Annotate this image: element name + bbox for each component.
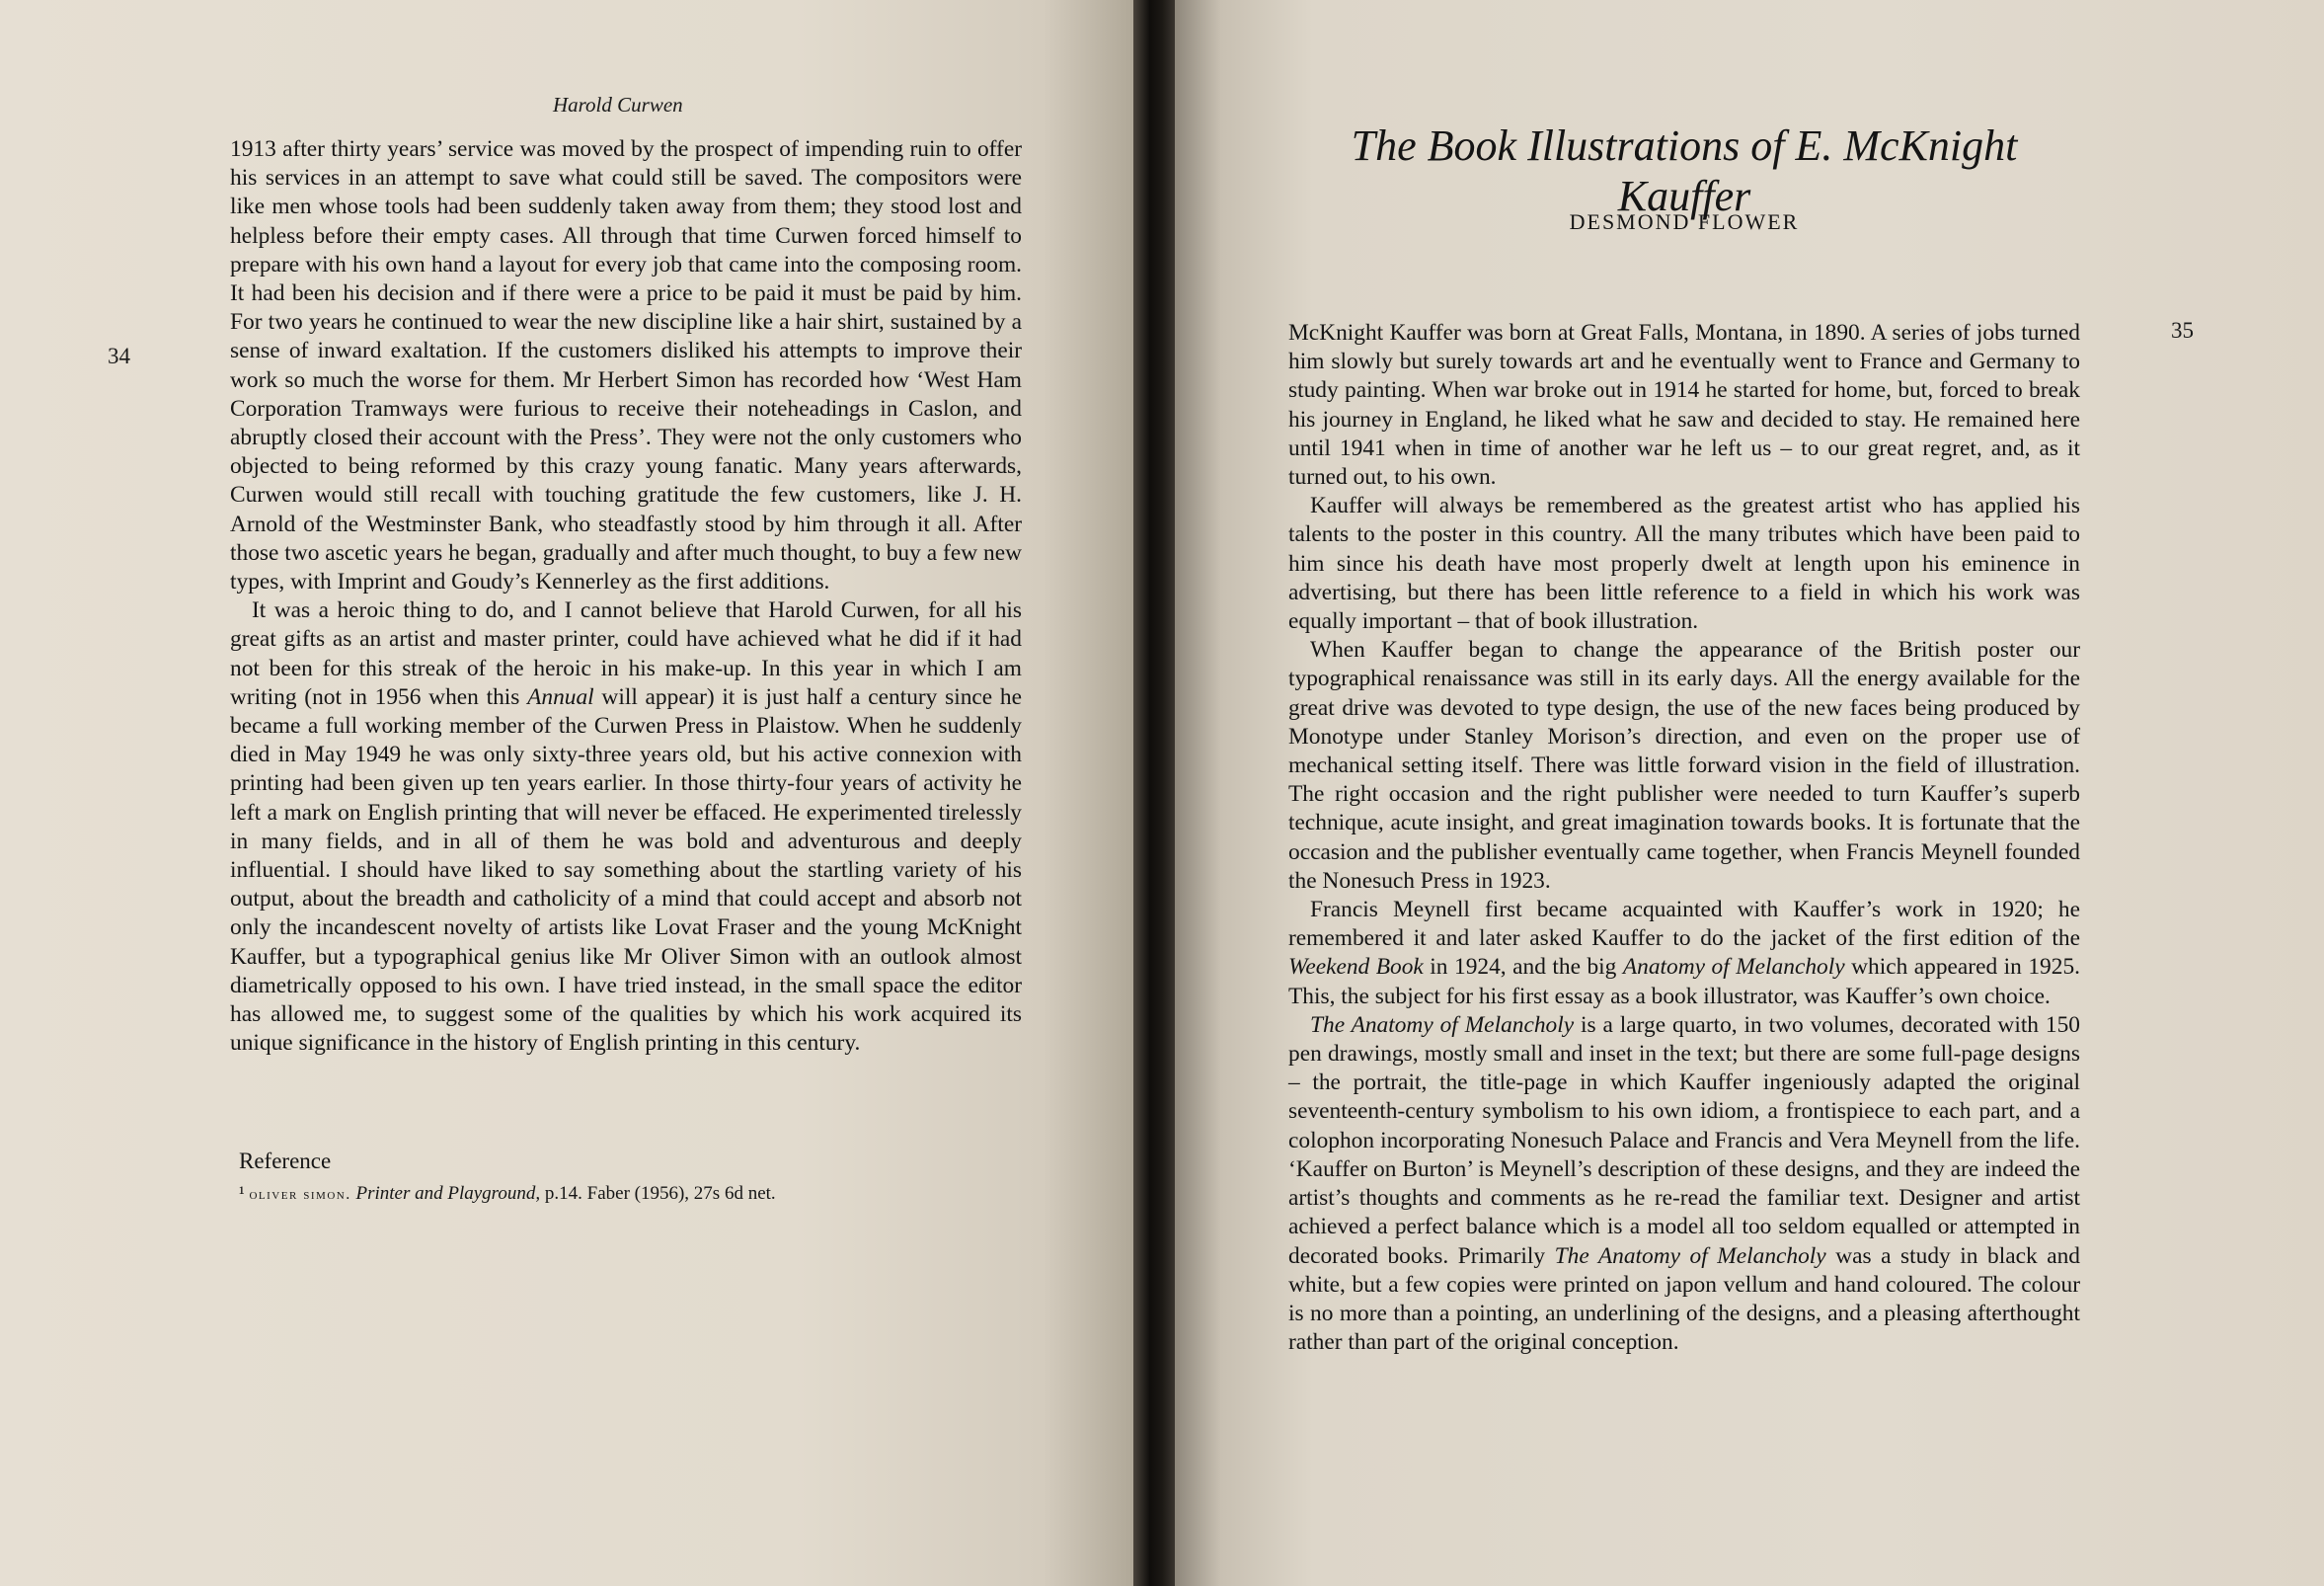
right-paragraph-2: Kauffer will always be remembered as the greatest artist who has applied his talents to the poster in this country. All the many tributes which have been paid to him since his death have most properly dwelt at length upon his eminence in advertising, but there has been little reference to a field in which his work was equally important – that of book illustration. [1288, 493, 2080, 635]
footnote-author: oliver simon. [249, 1186, 351, 1203]
footnote-title: Printer and Playground, [355, 1183, 541, 1204]
text-run: which appeared in 1925. This, the subject for his first essay as a book illustrator, was Kauffer’s own choice. [1288, 954, 2080, 1009]
reference-heading: Reference [239, 1149, 332, 1173]
text-run: will appear) it is just half a century since he became a full working member of the Curwen Press in Plaistow. When he suddenly died in May 1949 he was only sixty-three years old, but his active connexion with printing had been given up ten years earlier. In those thirty-four years of activity he left a mark on English printing that will never be effaced. He experimented tirelessly in many fields, and in all of them he was bold and adventurous and deeply influential. I should have liked to say something about the startling variety of his output, about the breadth and catholicity of a mind that could accept and absorb not only the incandescent novelty of artists like Lovat Fraser and the young McKnight Kauffer, but a typographical genius like Mr Oliver Simon with an outlook almost diametrically opposed to his own. I have tried instead, in the small space the editor has allowed me, to suggest some of the qualities by which his work acquired its unique significance in the history of English printing in this century. [230, 683, 1022, 1057]
text-run: It was a heroic thing to do, and I cannot believe that Harold Curwen, for all his great gifts as an artist and master printer, could have achieved what he did if it had not been for this streak of the heroic in his make-up. In this year in which I am writing (not in 1956 when this [230, 597, 1022, 710]
text-run: in 1924, and the big [1423, 954, 1623, 981]
text-run: was a study in black and white, but a few copies were printed on japon vellum and hand coloured. The colour is no more than a pointing, an underlining of the designs, and a pleasing afterthought rather than part of the original conception. [1288, 1242, 2080, 1356]
article-title: The Book Illustrations of E. McKnight Kauffer [1351, 121, 2018, 220]
footnote [239, 1183, 1029, 1205]
right-paragraph-3: When Kauffer began to change the appearance of the British poster our typographical renaissance was still in its early days. All the energy available for the great drive was devoted to type design, the use of the new faces being produced by Monotype under Stanley Morison’s direction, and even on the proper use of mechanical setting itself. There was little forward vision in the field of illustration. The right occasion and the right publisher were needed to turn Kauffer’s superb technique, acute insight, and great imagination towards books. It is fortunate that the occasion and the publisher eventually came together, when Francis Meynell founded the Nonesuch Press in 1923. [1288, 637, 2080, 894]
book-gutter [1133, 0, 1175, 1586]
page-number-left: 34 [108, 344, 130, 368]
annual-italic: Annual [527, 683, 594, 710]
footnote-rest: p.14. Faber (1956), 27s 6d net. [540, 1183, 776, 1204]
running-head: Harold Curwen [553, 93, 683, 117]
left-body-text [230, 135, 1022, 1059]
article-author: DESMOND FLOWER [1569, 209, 1800, 234]
left-paragraph-1: 1913 after thirty years’ service was moved by the prospect of impending ruin to offer his services in an attempt to save what could still be saved. The compositors were like men whose tools had been suddenly taken away from them; they stood lost and helpless before their empty cases. All through that time Curwen forced himself to prepare with his own hand a layout for every job that came into the composing room. It had been his decision and if there were a price to be paid it must be paid by him. For two years he continued to wear the new discipline like a hair shirt, sustained by a sense of inward exaltation. If the customers disliked his attempts to improve their work so much the worse for them. Mr Herbert Simon has recorded how ‘West Ham Corporation Tramways were furious to receive their noteheadings in Caslon, and abruptly closed their account with the Press’. They were not the only customers who objected to being reformed by this crazy young fanatic. Many years afterwards, Curwen would still recall with touching gratitude the few customers, like J. H. Arnold of the Westminster Bank, who steadfastly stood by him through it all. After those two ascetic years he began, gradually and after much thought, to buy a few new types, with Imprint and Goudy’s Kennerley as the first additions. [230, 136, 1022, 595]
right-page [1175, 0, 2324, 1586]
right-paragraph-5 [1288, 1011, 2080, 1357]
left-page [0, 0, 1133, 1586]
anatomy-italic: Anatomy of Melancholy [1622, 954, 1845, 981]
weekend-book-italic: Weekend Book [1288, 954, 1424, 981]
right-paragraph-1: McKnight Kauffer was born at Great Falls, Montana, in 1890. A series of jobs turned him slowly but surely towards art and he eventually went to France and Germany to study painting. When war broke out in 1914 he started for home, but, forced to break his journey in England, he liked what he saw and decided to stay. He remained here until 1941 when in time of another war he left us – to our great regret, and, as it turned out, to his own. [1288, 320, 2080, 491]
text-run: Francis Meynell first became acquainted with Kauffer’s work in 1920; he remembered it and later asked Kauffer to do the jacket of the first edition of the [1288, 897, 2080, 952]
anatomy-italic: The Anatomy of Melancholy [1554, 1242, 1826, 1269]
page-number-right: 35 [2171, 318, 2194, 343]
left-paragraph-2 [230, 596, 1022, 1058]
anatomy-italic: The Anatomy of Melancholy [1310, 1011, 1575, 1038]
text-run: is a large quarto, in two volumes, decorated with 150 pen drawings, mostly small and inset in the text; but there are some full-page designs – the portrait, the title-page in which Kauffer ingeniously adapted the original seventeenth-century symbolism to his own idiom, a frontispiece to each part, and a colophon incorporating Nonesuch Palace and Francis and Vera Meynell from the life. ‘Kauffer on Burton’ is Meynell’s description of these designs, and they are indeed the artist’s thoughts and comments as he re-read the familiar text. Designer and artist achieved a perfect balance which is a model all too seldom equalled or attempted in decorated books. Primarily [1288, 1011, 2080, 1269]
right-paragraph-4 [1288, 896, 2080, 1011]
right-body-text [1288, 319, 2080, 1357]
footnote-mark: ¹ [239, 1183, 245, 1204]
